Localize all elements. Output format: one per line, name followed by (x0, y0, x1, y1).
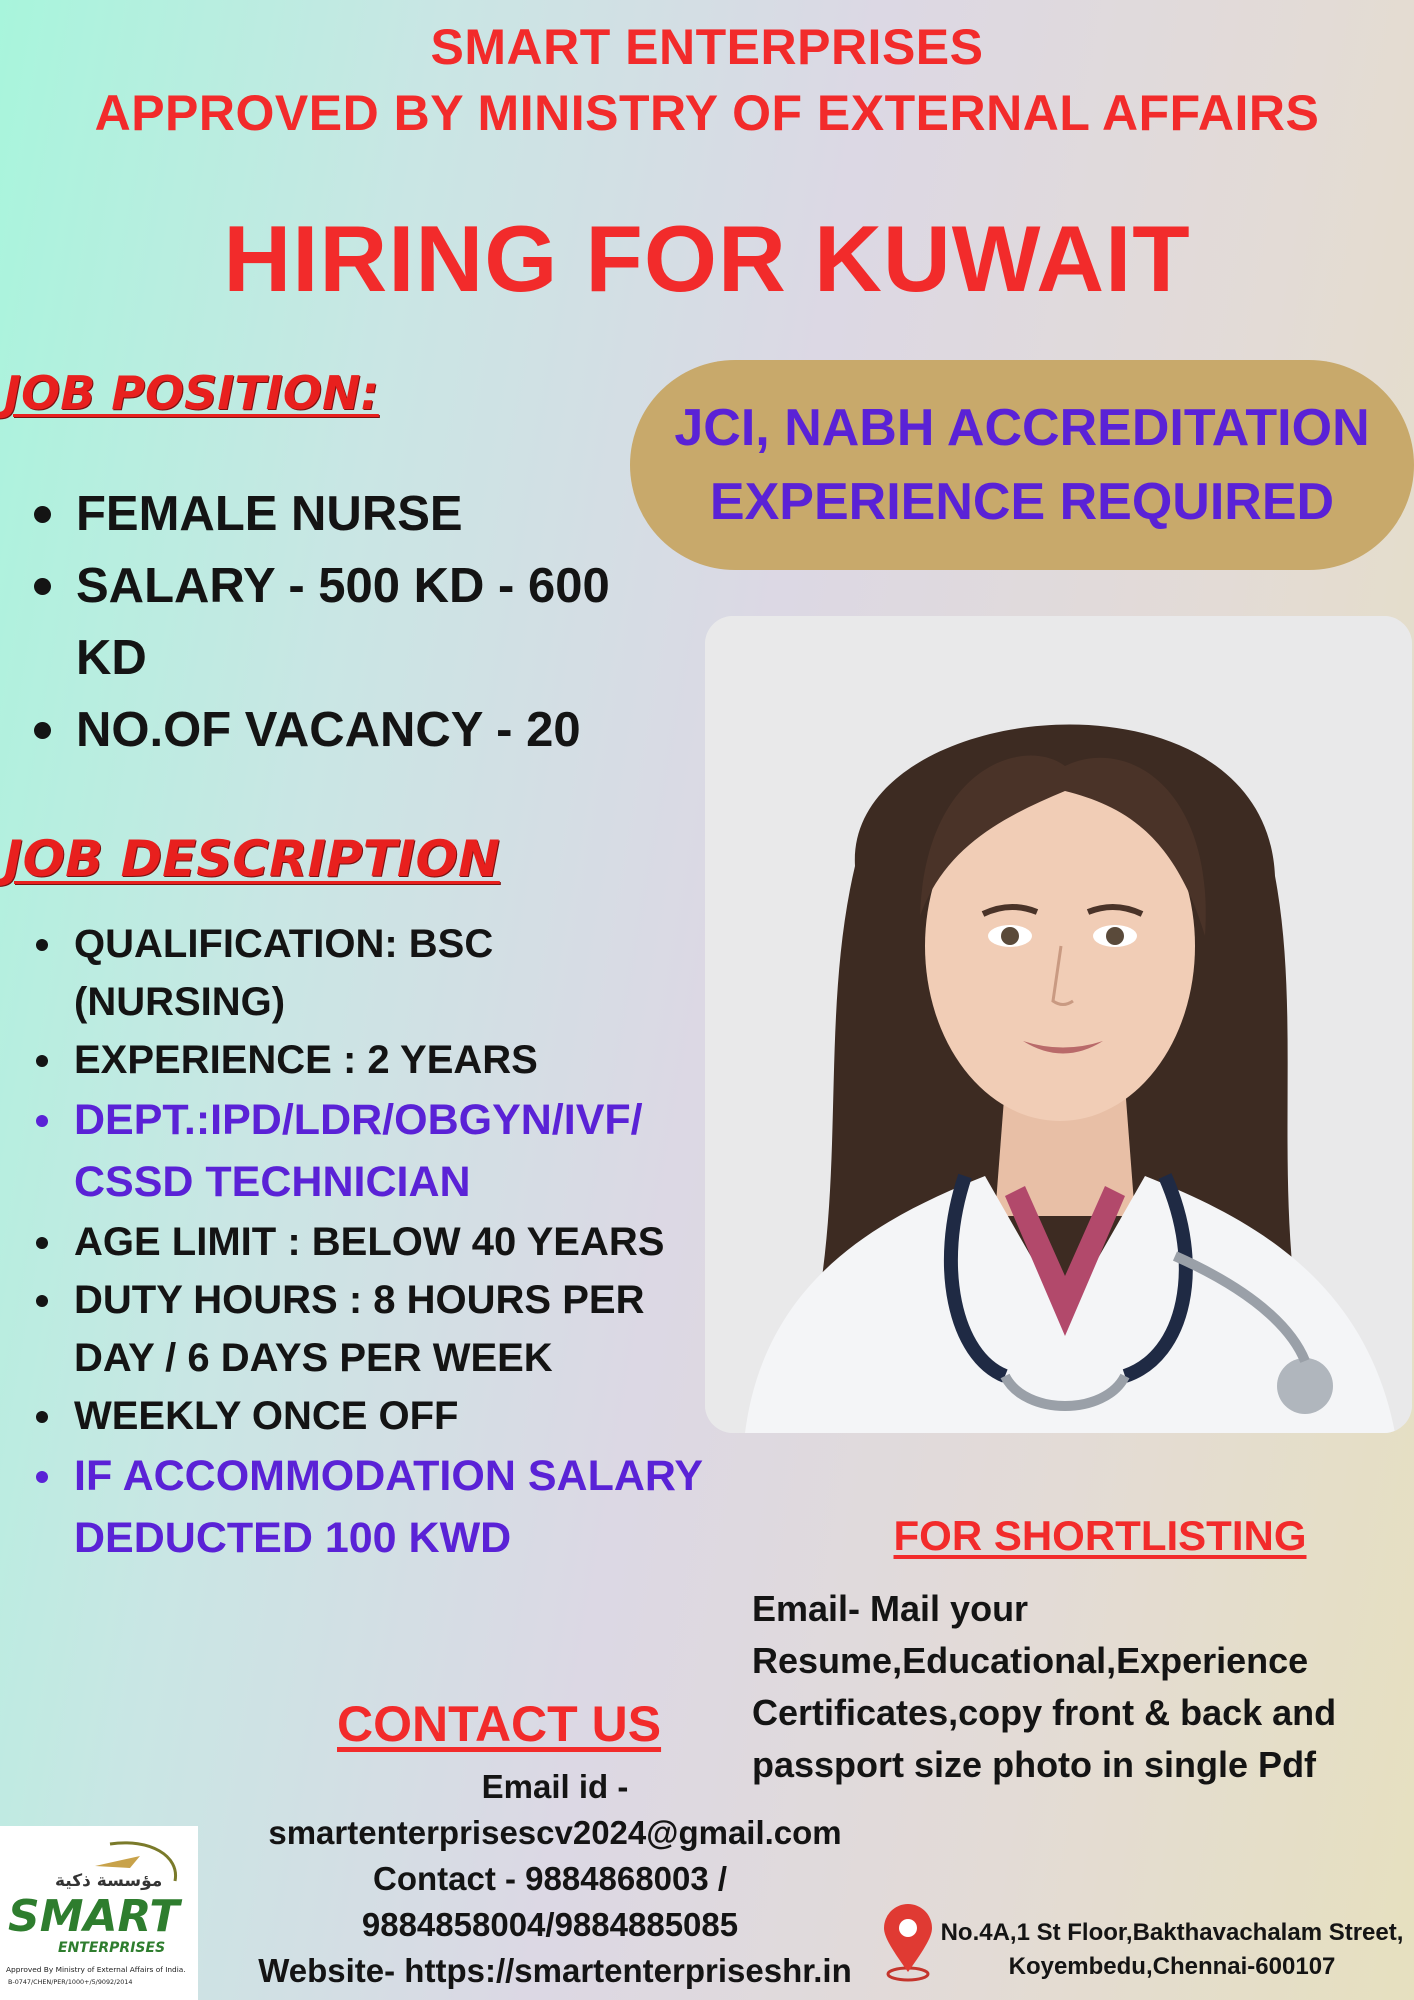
job-position-list (30, 478, 690, 766)
list-item: QUALIFICATION: BSC (NURSING) (32, 915, 712, 1031)
logo-sub: ENTERPRISES (58, 1940, 166, 1956)
job-position-heading: JOB POSITION: (4, 366, 379, 420)
email-label: Email id - (481, 1768, 629, 1805)
logo-graphic (0, 1826, 198, 2000)
list-item: IF ACCOMMODATION SALARY DEDUCTED 100 KWD (32, 1445, 712, 1569)
logo-arabic: مؤسسة ذكية (55, 1871, 163, 1891)
logo-license: B-0747/CHEN/PER/1000+/5/9092/2014 (8, 1978, 133, 1986)
email-link[interactable]: smartenterprisescv2024@gmail.com (268, 1814, 842, 1851)
nurse-photo (705, 616, 1412, 1433)
address-line-2: Koyembedu,Chennai-600107 (1008, 1953, 1336, 1980)
list-item: WEEKLY ONCE OFF (32, 1387, 712, 1445)
accreditation-badge (630, 360, 1414, 570)
phone-line-1: Contact - 9884868003 / (372, 1860, 728, 1897)
list-item: NO.OF VACANCY - 20 (30, 694, 690, 766)
office-address (930, 1916, 1414, 1984)
company-name: SMART ENTERPRISES (430, 19, 984, 75)
list-item: AGE LIMIT : BELOW 40 YEARS (32, 1213, 712, 1271)
nurse-illustration (705, 616, 1412, 1433)
job-description-list (32, 915, 712, 1569)
hiring-title: HIRING FOR KUWAIT (223, 206, 1191, 311)
badge-line-2: EXPERIENCE REQUIRED (709, 473, 1335, 531)
job-description-heading: JOB DESCRIPTION (4, 830, 500, 888)
shortlisting-heading: FOR SHORTLISTING (893, 1512, 1307, 1559)
badge-line-1: JCI, NABH ACCREDITATION (674, 399, 1370, 457)
smart-enterprises-logo (0, 1826, 198, 2000)
approval-line: APPROVED BY MINISTRY OF EXTERNAL AFFAIRS (94, 85, 1320, 141)
list-item: DUTY HOURS : 8 HOURS PER DAY / 6 DAYS PER WEEK (32, 1271, 712, 1387)
list-item: SALARY - 500 KD - 600 KD (30, 550, 690, 694)
list-item: DEPT.:IPD/LDR/OBGYN/IVF/ CSSD TECHNICIAN (32, 1089, 712, 1213)
logo-approval: Approved By Ministry of External Affairs of India. (6, 1965, 186, 1974)
contact-heading: CONTACT US (337, 1696, 662, 1752)
list-item: FEMALE NURSE (30, 478, 690, 550)
logo-name: SMART (8, 1891, 180, 1942)
phone-line-2: 9884858004/9884885085 (361, 1906, 739, 1943)
website-link[interactable]: Website- https://smartenterpriseshr.in (258, 1952, 852, 1989)
location-pin-icon (880, 1902, 936, 1982)
address-line-1: No.4A,1 St Floor,Bakthavachalam Street, (940, 1919, 1404, 1946)
shortlisting-instructions: Email- Mail your Resume,Educational,Experience Certificates,copy front & back and passport size photo in single Pdf (752, 1588, 1337, 1785)
list-item: EXPERIENCE : 2 YEARS (32, 1031, 712, 1089)
